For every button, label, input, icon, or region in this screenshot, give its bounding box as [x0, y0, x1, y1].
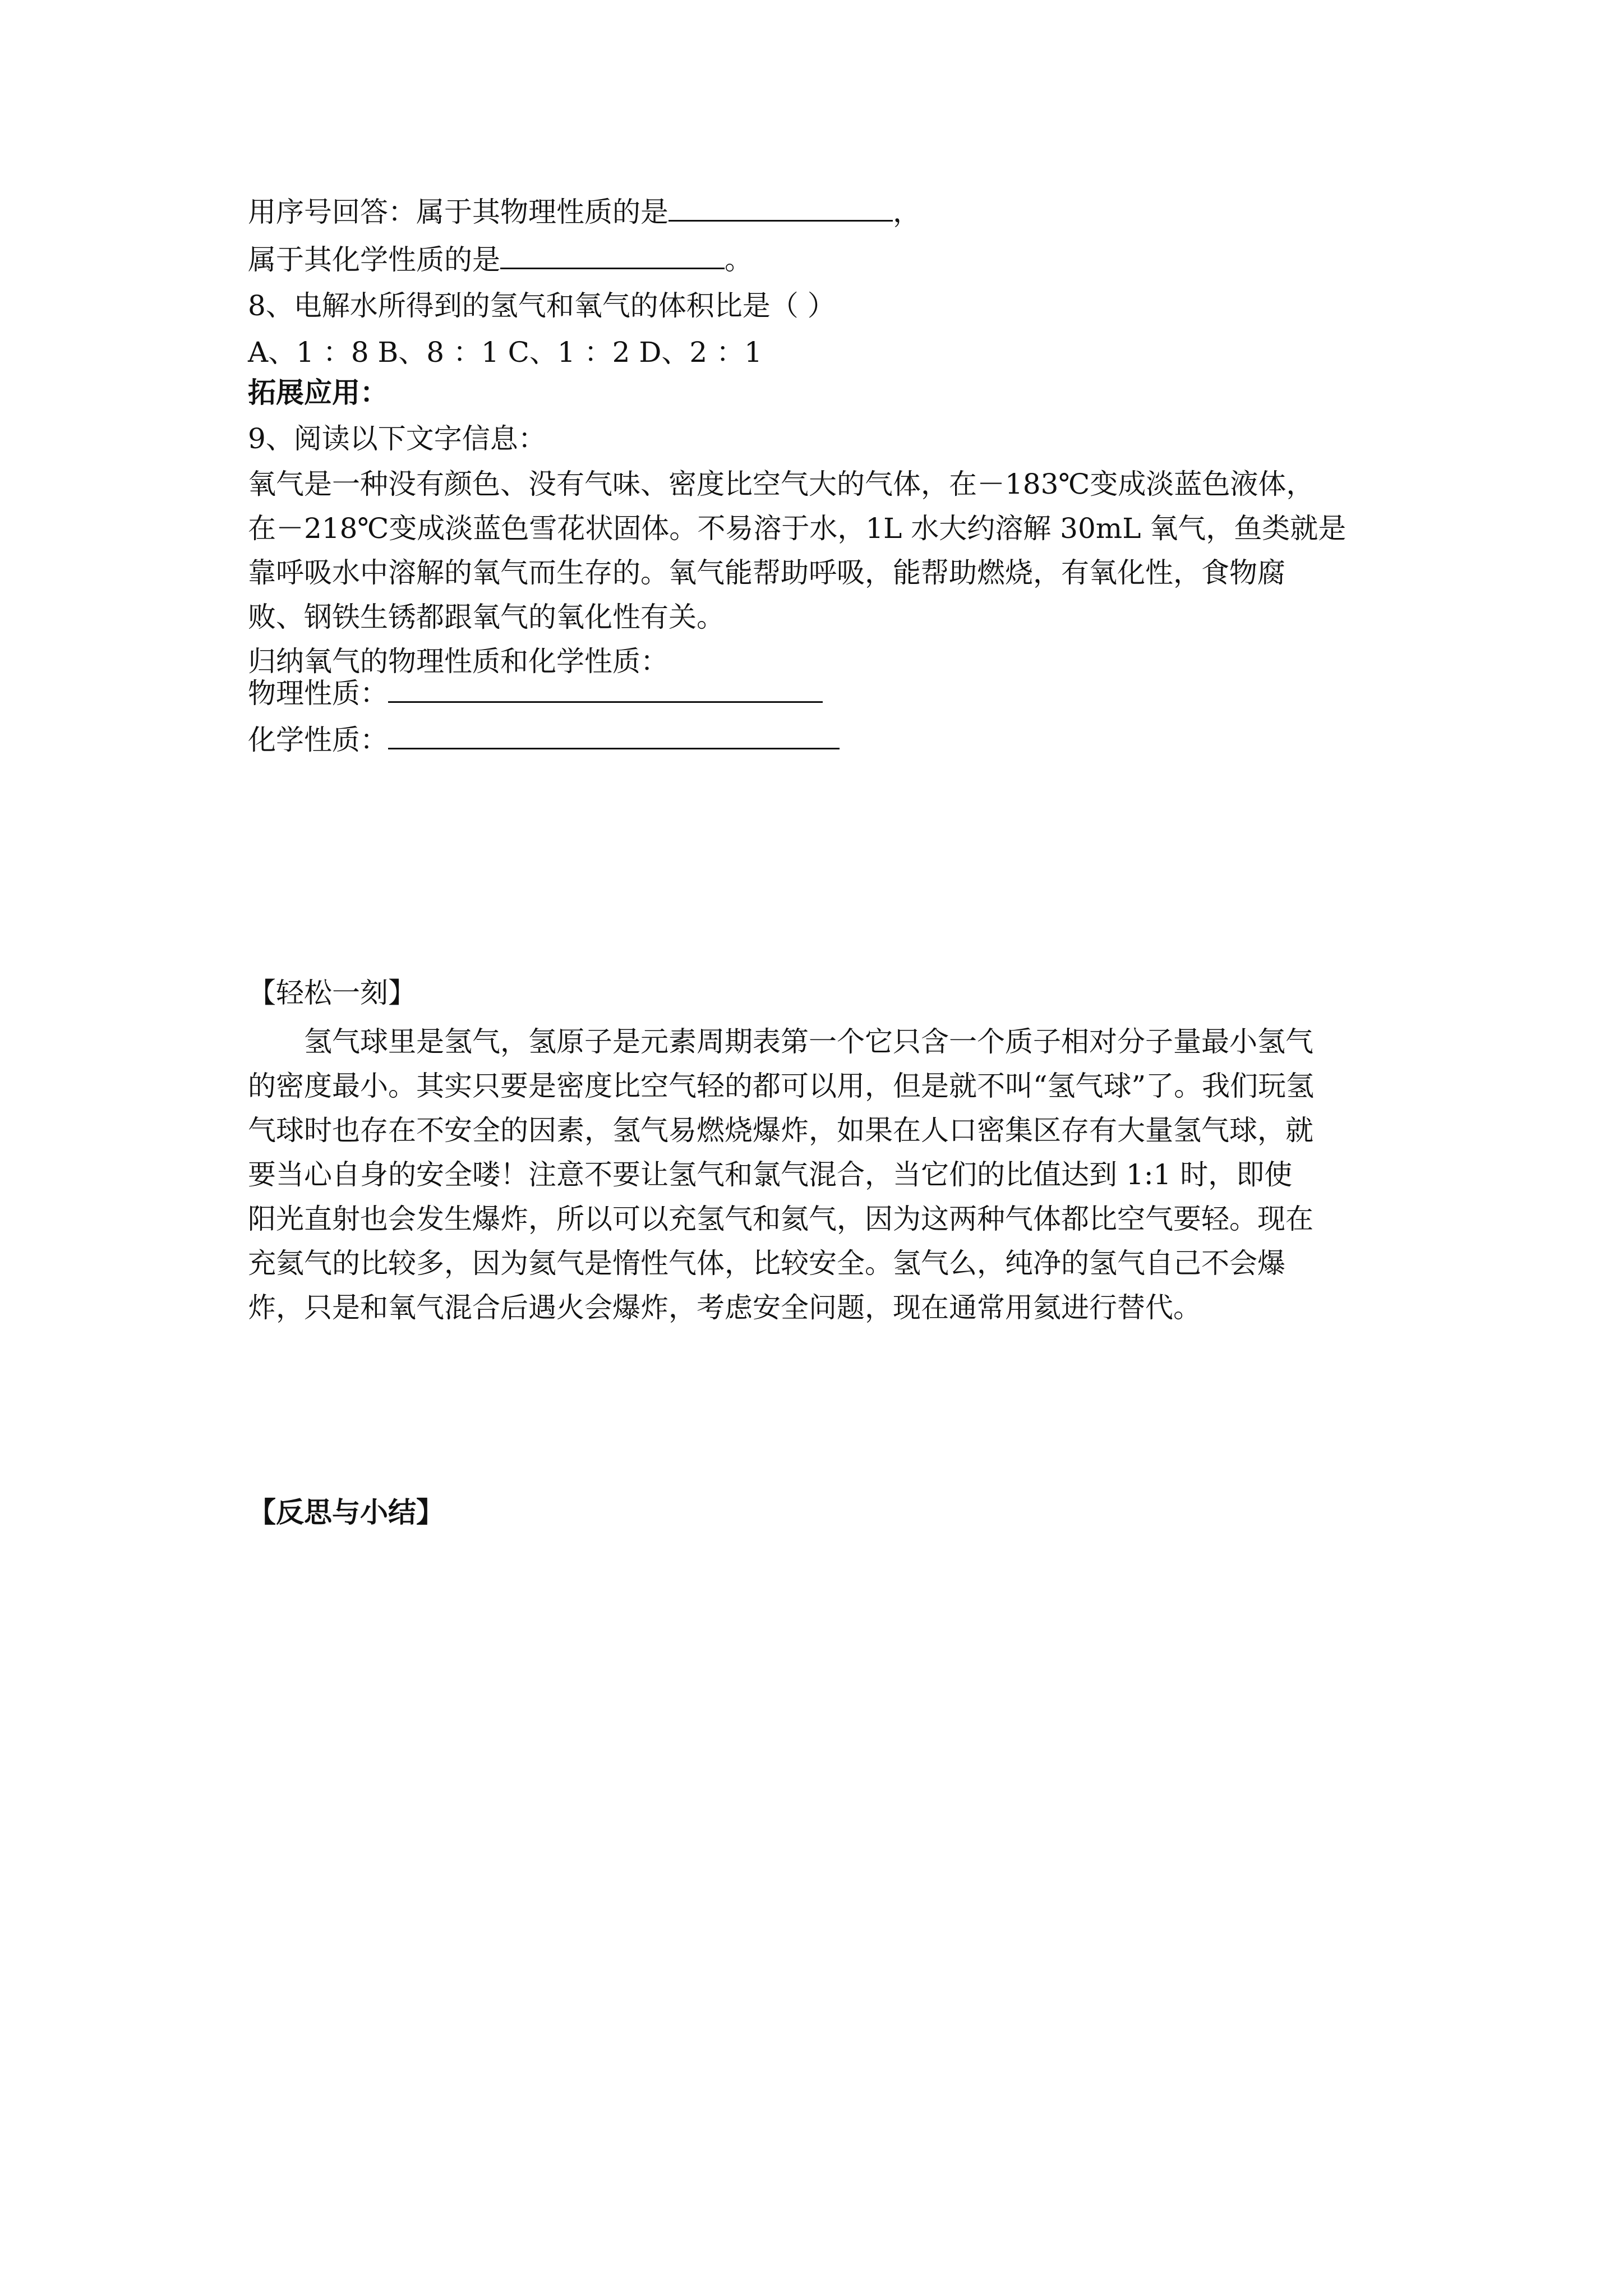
question-9-passage-line-2: 在－218℃变成淡蓝色雪花状固体。不易溶于水，1L 水大约溶解 30mL 氧气，鱼类就是: [248, 512, 1347, 545]
question-9-passage-line-1: 氧气是一种没有颜色、没有气味、密度比空气大的气体，在－183℃变成淡蓝色液体，: [248, 468, 1315, 500]
question-9-text: 9、阅读以下文字信息：: [248, 422, 546, 455]
question-7-chemical-prompt: 属于其化学性质的是: [248, 243, 500, 276]
question-8-text: 8、电解水所得到的氢气和氧气的体积比是（ ）: [248, 289, 836, 322]
physical-answer-blank[interactable]: [668, 195, 893, 222]
summary-heading: 【反思与小结】: [248, 1496, 444, 1529]
relax-heading: 【轻松一刻】: [248, 977, 416, 1009]
question-9-passage-line-4: 败、钢铁生锈都跟氧气的氧化性有关。: [248, 601, 725, 633]
question-9-passage-line-3: 靠呼吸水中溶解的氧气而生存的。氧气能帮助呼吸，能帮助燃烧，有氧化性，食物腐: [248, 556, 1285, 589]
chemical-property-line: [248, 723, 840, 757]
question-7-physical-line: [248, 195, 921, 229]
question-7-chemical-line: [248, 243, 753, 277]
question-7-physical-prompt: 用序号回答：属于其物理性质的是: [248, 196, 668, 228]
question-7-chemical-suffix: 。: [725, 243, 753, 276]
question-8-options: A、1 ：8 B、8 ：1 C、1 ：2 D、2 ：1: [248, 336, 762, 369]
chemical-property-label: 化学性质：: [248, 724, 388, 756]
question-9-task: 归纳氧气的物理性质和化学性质：: [248, 645, 668, 678]
relax-paragraph: 氢气球里是氢气，氢原子是元素周期表第一个它只含一个质子相对分子量最小氢气的密度最小。其实只要是密度比空气轻的都可以用，但是就不叫“氢气球”了。我们玩氢气球时也存在不安全的因素，氢气易燃烧爆炸，如果在人口密集区存有大量氢气球，就要当心自身的安全喽！注意不要让氢气和氯气混合，当它们的比值达到 1:1 时，即使阳光直射也会发生爆炸，所以可以充氢气和氦气，因为这两种气体都比空气要轻。现在充氦气的比较多，因为氦气是惰性气体，比较安全。氢气么，纯净的氢气自己不会爆炸，只是和氧气混合后遇火会爆炸，考虑安全问题，现在通常用氦进行替代。: [248, 1025, 1315, 1324]
chemical-property-blank[interactable]: [388, 723, 840, 749]
question-7-physical-suffix: ，: [893, 196, 921, 228]
extension-heading: 拓展应用：: [248, 376, 388, 409]
physical-property-blank[interactable]: [388, 677, 823, 703]
physical-property-line: [248, 677, 823, 710]
physical-property-label: 物理性质：: [248, 677, 388, 710]
chemical-answer-blank[interactable]: [500, 243, 725, 269]
